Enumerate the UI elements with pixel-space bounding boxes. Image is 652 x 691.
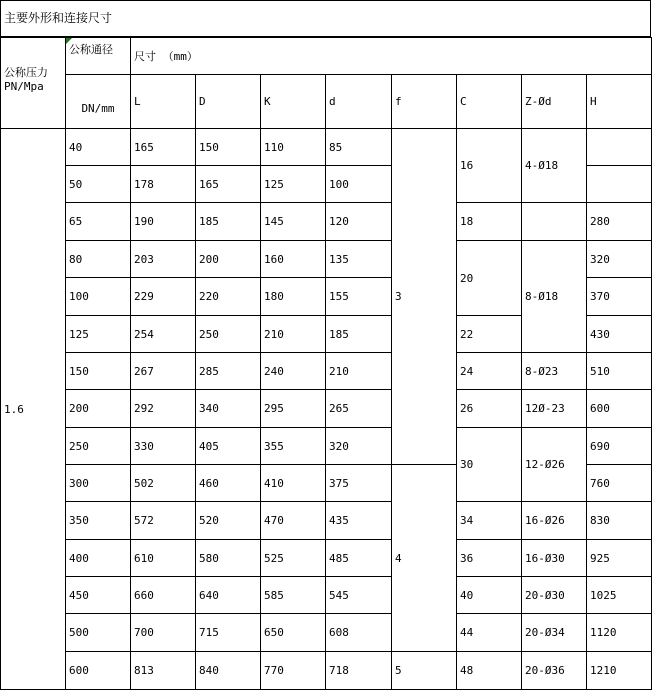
pressure-value: 1.6 [1,129,66,690]
cell-K: 470 [261,502,326,540]
cell-dn: 250 [66,428,131,465]
cell-H: 430 [587,316,652,353]
cell-H: 925 [587,540,652,577]
cell-H [587,129,652,166]
cell-K: 180 [261,278,326,316]
cell-zd: 8-Ø23 [522,353,587,390]
cell-K: 650 [261,614,326,652]
cell-L: 165 [131,129,196,166]
cell-L: 292 [131,390,196,428]
cell-d: 155 [326,278,392,316]
pressure-header-line2: PN/Mpa [4,80,44,93]
table-title: 主要外形和连接尺寸 [0,0,651,37]
table-row [1,502,652,540]
col-header-K: K [261,75,326,129]
cell-K: 525 [261,540,326,577]
cell-C: 40 [457,577,522,614]
cell-K: 160 [261,241,326,278]
cell-dn: 500 [66,614,131,652]
cell-L: 229 [131,278,196,316]
cell-d: 85 [326,129,392,166]
cell-C: 44 [457,614,522,652]
cell-H: 600 [587,390,652,428]
col-header-D: D [196,75,261,129]
cell-dn: 125 [66,316,131,353]
cell-C: 16 [457,129,522,203]
pressure-header-line1: 公称压力 [4,66,48,79]
cell-L: 178 [131,166,196,203]
cell-dn: 40 [66,129,131,166]
cell-d: 100 [326,166,392,203]
cell-D: 250 [196,316,261,353]
table-row [1,390,652,428]
dn-header-label: 公称通径 [69,43,113,56]
cell-dn: 200 [66,390,131,428]
cell-D: 405 [196,428,261,465]
cell-D: 580 [196,540,261,577]
cell-L: 190 [131,203,196,241]
cell-zd: 20-Ø30 [522,577,587,614]
cell-C: 30 [457,428,522,502]
cell-d: 135 [326,241,392,278]
table-row [1,353,652,390]
table-row [1,428,652,465]
cell-f: 5 [392,652,457,690]
cell-d: 185 [326,316,392,353]
cell-H: 830 [587,502,652,540]
cell-H: 280 [587,203,652,241]
cell-L: 700 [131,614,196,652]
cell-H [587,166,652,203]
cell-L: 254 [131,316,196,353]
cell-C: 18 [457,203,522,241]
cell-L: 610 [131,540,196,577]
cell-D: 715 [196,614,261,652]
cell-d: 375 [326,465,392,502]
cell-D: 200 [196,241,261,278]
dn-header [66,38,131,75]
col-header-L: L [131,75,196,129]
cell-dn: 100 [66,278,131,316]
cell-C: 24 [457,353,522,390]
col-header-C: C [457,75,522,129]
cell-dn: 150 [66,353,131,390]
cell-d: 435 [326,502,392,540]
table-row [1,652,652,690]
cell-K: 125 [261,166,326,203]
table-row [1,540,652,577]
table-row [1,241,652,278]
cell-dn: 80 [66,241,131,278]
cell-D: 220 [196,278,261,316]
cell-D: 640 [196,577,261,614]
table-row [1,614,652,652]
cell-L: 267 [131,353,196,390]
cell-C: 22 [457,316,522,353]
cell-d: 210 [326,353,392,390]
col-header-H: H [587,75,652,129]
cell-H: 510 [587,353,652,390]
cell-D: 340 [196,390,261,428]
cell-D: 840 [196,652,261,690]
cell-dn: 50 [66,166,131,203]
table-row [1,203,652,241]
dimensions-header: 尺寸 （mm） [131,38,652,75]
cell-f: 4 [392,465,457,652]
cell-L: 572 [131,502,196,540]
cell-dn: 300 [66,465,131,502]
pressure-header [1,38,66,129]
cell-D: 165 [196,166,261,203]
cell-dn: 65 [66,203,131,241]
cell-C: 20 [457,241,522,316]
cell-f: 3 [392,129,457,465]
cell-dn: 600 [66,652,131,690]
cell-K: 210 [261,316,326,353]
cell-zd: 20-Ø34 [522,614,587,652]
dimensions-table [0,37,652,690]
cell-comment-marker [66,38,72,44]
table-row [1,129,652,166]
cell-H: 370 [587,278,652,316]
cell-zd: 4-Ø18 [522,129,587,203]
cell-zd: 20-Ø36 [522,652,587,690]
col-header-d: d [326,75,392,129]
cell-H: 1120 [587,614,652,652]
cell-K: 110 [261,129,326,166]
cell-d: 320 [326,428,392,465]
cell-D: 185 [196,203,261,241]
cell-C: 26 [457,390,522,428]
cell-L: 813 [131,652,196,690]
table-row [1,577,652,614]
cell-K: 585 [261,577,326,614]
cell-H: 690 [587,428,652,465]
cell-zd-empty [522,203,587,241]
cell-H: 320 [587,241,652,278]
cell-zd: 16-Ø30 [522,540,587,577]
cell-L: 660 [131,577,196,614]
cell-C: 48 [457,652,522,690]
cell-d: 485 [326,540,392,577]
cell-D: 520 [196,502,261,540]
cell-zd: 12-Ø26 [522,428,587,502]
cell-zd: 12Ø-23 [522,390,587,428]
cell-dn: 400 [66,540,131,577]
cell-L: 330 [131,428,196,465]
cell-D: 150 [196,129,261,166]
cell-D: 460 [196,465,261,502]
cell-K: 355 [261,428,326,465]
cell-d: 718 [326,652,392,690]
dn-unit-header: DN/mm [66,75,131,129]
cell-C: 36 [457,540,522,577]
cell-d: 265 [326,390,392,428]
cell-D: 285 [196,353,261,390]
cell-zd: 16-Ø26 [522,502,587,540]
cell-H: 1025 [587,577,652,614]
cell-d: 545 [326,577,392,614]
cell-K: 770 [261,652,326,690]
cell-d: 120 [326,203,392,241]
cell-dn: 350 [66,502,131,540]
cell-d: 608 [326,614,392,652]
cell-C: 34 [457,502,522,540]
cell-K: 240 [261,353,326,390]
cell-zd: 8-Ø18 [522,241,587,353]
cell-K: 295 [261,390,326,428]
cell-K: 145 [261,203,326,241]
cell-K: 410 [261,465,326,502]
cell-dn: 450 [66,577,131,614]
cell-H: 1210 [587,652,652,690]
cell-H: 760 [587,465,652,502]
col-header-f: f [392,75,457,129]
cell-L: 203 [131,241,196,278]
cell-L: 502 [131,465,196,502]
col-header-zd: Z-Ød [522,75,587,129]
